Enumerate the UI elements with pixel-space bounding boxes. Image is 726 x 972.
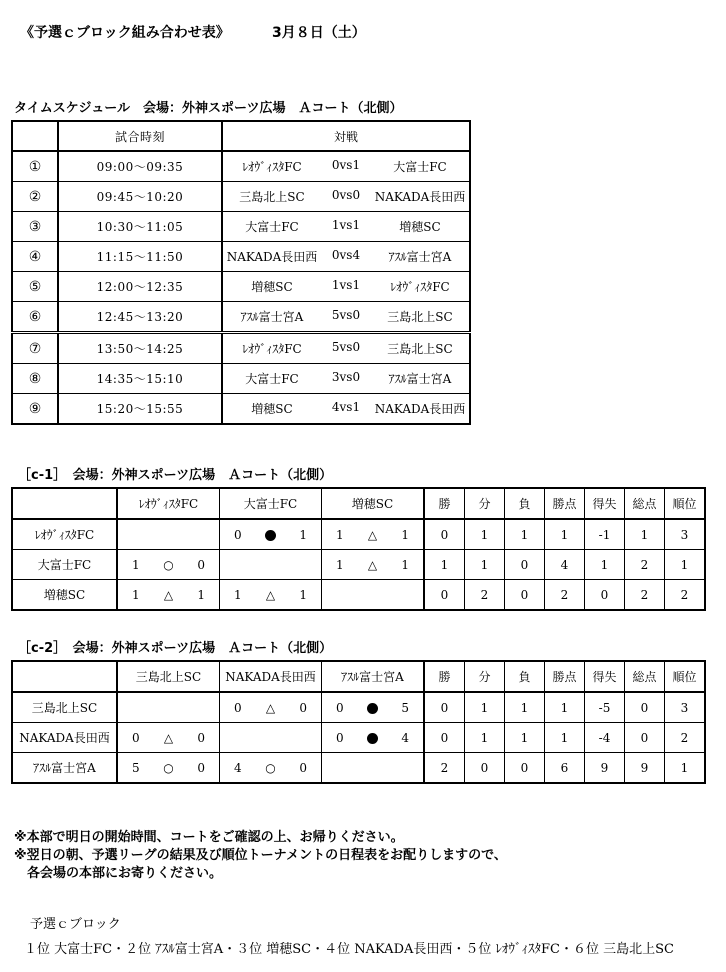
stat-value: 2 — [665, 580, 706, 611]
result-cell — [220, 519, 322, 550]
match-time: 13:50～14:25 — [58, 333, 222, 364]
match-cell — [222, 394, 470, 425]
match-cell — [222, 272, 470, 302]
stat-value: 0 — [424, 519, 465, 550]
result-cell — [322, 550, 425, 580]
match-number: ① — [12, 151, 58, 182]
result-cell — [117, 580, 220, 611]
match-time: 09:00～09:35 — [58, 151, 222, 182]
note-line: ※翌日の朝、予選リーグの結果及び順位トーナメントの日程表をお配りしますので、 — [14, 848, 507, 863]
header-stat: 勝 — [424, 488, 465, 519]
stat-value: 1 — [505, 692, 545, 723]
goals-for: 0 — [234, 700, 242, 715]
result-cell — [117, 753, 220, 784]
stat-value: 1 — [545, 519, 585, 550]
stat-value: 1 — [465, 550, 505, 580]
stat-value: 1 — [424, 550, 465, 580]
goals-against: 0 — [299, 760, 307, 775]
match-number: ③ — [12, 212, 58, 242]
stat-value: 0 — [505, 550, 545, 580]
result-cell — [322, 723, 425, 753]
match-cell — [222, 364, 470, 394]
match-number: ⑨ — [12, 394, 58, 425]
header-stat: 得失 — [585, 661, 625, 692]
match-score: 1vs1 — [331, 218, 361, 232]
away-team: NAKADA長田西 — [374, 190, 466, 204]
result-cell — [220, 723, 322, 753]
stat-value: 2 — [424, 753, 465, 784]
away-team: ﾚｵｳﾞｨｽﾀFC — [390, 280, 450, 294]
stat-value: 0 — [625, 692, 665, 723]
stat-value: 0 — [424, 692, 465, 723]
away-team: 大富士FC — [393, 160, 447, 174]
stat-value: 0 — [424, 580, 465, 611]
match-time: 09:45～10:20 — [58, 182, 222, 212]
result-mark: △ — [265, 587, 276, 602]
league-row — [12, 753, 705, 784]
home-team: 増穂SC — [251, 402, 293, 416]
header-stat: 負 — [505, 661, 545, 692]
result-cell — [322, 519, 425, 550]
team-name: 大富士FC — [12, 550, 117, 580]
stat-value: 0 — [585, 580, 625, 611]
goals-for: 1 — [336, 557, 344, 572]
goals-against: 1 — [299, 587, 307, 602]
league-header-row — [12, 488, 705, 519]
header-team: 三島北上SC — [117, 661, 220, 692]
goals-for: 0 — [132, 730, 140, 745]
loss-dot-icon — [367, 703, 378, 714]
match-time: 12:00～12:35 — [58, 272, 222, 302]
result-mark: △ — [265, 700, 276, 715]
goals-for: 0 — [336, 730, 344, 745]
match-time: 11:15～11:50 — [58, 242, 222, 272]
match-score: 4vs1 — [331, 400, 361, 414]
match-time: 14:35～15:10 — [58, 364, 222, 394]
match-score: 0vs0 — [331, 188, 361, 202]
match-number: ⑤ — [12, 272, 58, 302]
loss-dot-icon — [265, 530, 276, 541]
header-stat: 勝 — [424, 661, 465, 692]
notes — [14, 829, 507, 883]
result-mark: ○ — [163, 557, 174, 572]
match-cell — [222, 333, 470, 364]
loss-mark — [367, 731, 378, 745]
match-cell — [222, 212, 470, 242]
goals-for: 1 — [336, 527, 344, 542]
schedule-row — [12, 333, 470, 364]
stat-value: 1 — [665, 753, 706, 784]
stat-value: 3 — [665, 519, 706, 550]
header-stat: 総点 — [625, 661, 665, 692]
schedule-header-row — [12, 121, 470, 151]
stat-value: 2 — [665, 723, 706, 753]
schedule-row — [12, 182, 470, 212]
league2-table — [11, 660, 706, 784]
stat-value: 0 — [465, 753, 505, 784]
goals-for: 1 — [132, 557, 140, 572]
result-cell — [220, 753, 322, 784]
result-cell — [322, 692, 425, 723]
schedule-row — [12, 151, 470, 182]
stat-value: 9 — [625, 753, 665, 784]
goals-for: 1 — [234, 587, 242, 602]
stat-value: 1 — [505, 723, 545, 753]
note-line: 各会場の本部にお寄りください。 — [14, 866, 223, 881]
home-team: ﾚｵｳﾞｨｽﾀFC — [242, 160, 302, 174]
loss-dot-icon — [367, 733, 378, 744]
goals-for: 0 — [234, 527, 242, 542]
match-number: ② — [12, 182, 58, 212]
ranking-label: 予選ｃブロック — [30, 917, 121, 932]
result-cell — [322, 580, 425, 611]
stat-value: 1 — [585, 550, 625, 580]
header-blank — [12, 488, 117, 519]
stat-value: 0 — [505, 580, 545, 611]
stat-value: 6 — [545, 753, 585, 784]
league-row — [12, 550, 705, 580]
goals-against: 0 — [299, 700, 307, 715]
team-name: 三島北上SC — [12, 692, 117, 723]
header-stat: 分 — [465, 661, 505, 692]
match-number: ④ — [12, 242, 58, 272]
away-team: ｱｽﾙ富士宮A — [388, 372, 452, 386]
page-date: 3月８日（土） — [272, 25, 366, 41]
league-row — [12, 723, 705, 753]
stat-value: 1 — [545, 692, 585, 723]
result-mark: △ — [163, 730, 174, 745]
match-score: 5vs0 — [331, 308, 361, 322]
result-mark: △ — [163, 587, 174, 602]
result-cell — [220, 580, 322, 611]
home-team: 三島北上SC — [239, 190, 305, 204]
result-cell — [220, 550, 322, 580]
result-mark: △ — [367, 527, 378, 542]
match-cell — [222, 151, 470, 182]
goals-against: 1 — [197, 587, 205, 602]
header-stat: 勝点 — [545, 488, 585, 519]
goals-against: 5 — [401, 700, 409, 715]
home-team: ｱｽﾙ富士宮A — [240, 310, 304, 324]
match-cell — [222, 182, 470, 212]
team-name: NAKADA長田西 — [12, 723, 117, 753]
schedule-row — [12, 302, 470, 333]
loss-mark — [265, 528, 276, 542]
result-mark: ○ — [265, 760, 276, 775]
schedule-table — [11, 120, 471, 425]
header-stat: 負 — [505, 488, 545, 519]
result-cell — [117, 519, 220, 550]
stat-value: 2 — [465, 580, 505, 611]
schedule-row — [12, 212, 470, 242]
stat-value: 1 — [465, 692, 505, 723]
away-team: 三島北上SC — [387, 342, 453, 356]
goals-for: 0 — [336, 700, 344, 715]
match-cell — [222, 302, 470, 333]
header-blank — [12, 121, 58, 151]
home-team: 大富士FC — [245, 372, 299, 386]
team-name: ｱｽﾙ富士宮A — [12, 753, 117, 784]
header-stat: 順位 — [665, 488, 706, 519]
stat-value: 0 — [505, 753, 545, 784]
result-cell — [322, 753, 425, 784]
match-time: 12:45～13:20 — [58, 302, 222, 333]
match-score: 5vs0 — [331, 340, 361, 354]
schedule-row — [12, 394, 470, 425]
ranking-line: １位 大富士FC・２位 ｱｽﾙ富士宮A・３位 増穂SC・４位 NAKADA長田西・５位 ﾚｵｳﾞｨｽﾀFC・６位 三島北上SC — [24, 942, 674, 957]
stat-value: 1 — [665, 550, 706, 580]
away-team: 増穂SC — [399, 220, 441, 234]
schedule-row — [12, 272, 470, 302]
goals-for: 1 — [132, 587, 140, 602]
goals-against: 1 — [299, 527, 307, 542]
team-name: ﾚｵｳﾞｨｽﾀFC — [12, 519, 117, 550]
league-row — [12, 692, 705, 723]
match-number: ⑥ — [12, 302, 58, 333]
goals-against: 1 — [401, 557, 409, 572]
home-team: 大富士FC — [245, 220, 299, 234]
goals-against: 1 — [401, 527, 409, 542]
header-team: ﾚｵｳﾞｨｽﾀFC — [117, 488, 220, 519]
stat-value: 1 — [465, 723, 505, 753]
stat-value: 9 — [585, 753, 625, 784]
page-title: 《予選ｃブロック組み合わせ表》 — [20, 25, 230, 41]
goals-against: 4 — [401, 730, 409, 745]
header-stat: 得失 — [585, 488, 625, 519]
stat-value: 1 — [505, 519, 545, 550]
stat-value: 4 — [545, 550, 585, 580]
stat-value: 1 — [545, 723, 585, 753]
header-team: 増穂SC — [322, 488, 425, 519]
goals-against: 0 — [197, 557, 205, 572]
home-team: ﾚｵｳﾞｨｽﾀFC — [242, 342, 302, 356]
league-row — [12, 580, 705, 611]
result-cell — [117, 550, 220, 580]
match-score: 0vs1 — [331, 158, 361, 172]
result-cell — [117, 692, 220, 723]
match-score: 3vs0 — [331, 370, 361, 384]
header-blank — [12, 661, 117, 692]
match-time: 10:30～11:05 — [58, 212, 222, 242]
header-team: NAKADA長田西 — [220, 661, 322, 692]
header-team: 大富士FC — [220, 488, 322, 519]
goals-for: 4 — [234, 760, 242, 775]
home-team: 増穂SC — [251, 280, 293, 294]
league2-heading: ［c-2］ 会場：外神スポーツ広場 Ａコート（北側） — [18, 641, 333, 656]
league-header-row — [12, 661, 705, 692]
header-stat: 順位 — [665, 661, 706, 692]
schedule-heading: タイムスケジュール 会場：外神スポーツ広場 Ａコート（北側） — [14, 101, 403, 116]
stat-value: -1 — [585, 519, 625, 550]
schedule-row — [12, 364, 470, 394]
league1-heading: ［c-1］ 会場：外神スポーツ広場 Ａコート（北側） — [18, 468, 333, 483]
header-match: 対戦 — [222, 121, 470, 151]
header-stat: 勝点 — [545, 661, 585, 692]
stat-value: 0 — [625, 723, 665, 753]
stat-value: 1 — [465, 519, 505, 550]
league1-table — [11, 487, 706, 611]
header-time: 試合時刻 — [58, 121, 222, 151]
match-number: ⑦ — [12, 333, 58, 364]
away-team: 三島北上SC — [387, 310, 453, 324]
away-team: NAKADA長田西 — [374, 402, 466, 416]
goals-for: 5 — [132, 760, 140, 775]
match-score: 0vs4 — [331, 248, 361, 262]
goals-against: 0 — [197, 730, 205, 745]
stat-value: 1 — [625, 519, 665, 550]
result-cell — [220, 692, 322, 723]
match-number: ⑧ — [12, 364, 58, 394]
header-team: ｱｽﾙ富士宮A — [322, 661, 425, 692]
result-mark: △ — [367, 557, 378, 572]
stat-value: -4 — [585, 723, 625, 753]
match-score: 1vs1 — [331, 278, 361, 292]
loss-mark — [367, 701, 378, 715]
schedule-row — [12, 242, 470, 272]
away-team: ｱｽﾙ富士宮A — [388, 250, 452, 264]
note-line: ※本部で明日の開始時間、コートをご確認の上、お帰りください。 — [14, 830, 404, 845]
team-name: 増穂SC — [12, 580, 117, 611]
result-cell — [117, 723, 220, 753]
match-cell — [222, 242, 470, 272]
stat-value: 2 — [625, 580, 665, 611]
header-stat: 総点 — [625, 488, 665, 519]
stat-value: 0 — [424, 723, 465, 753]
home-team: NAKADA長田西 — [226, 250, 318, 264]
stat-value: 2 — [545, 580, 585, 611]
result-mark: ○ — [163, 760, 174, 775]
stat-value: -5 — [585, 692, 625, 723]
match-time: 15:20～15:55 — [58, 394, 222, 425]
league-row — [12, 519, 705, 550]
stat-value: 3 — [665, 692, 706, 723]
header-stat: 分 — [465, 488, 505, 519]
goals-against: 0 — [197, 760, 205, 775]
stat-value: 2 — [625, 550, 665, 580]
